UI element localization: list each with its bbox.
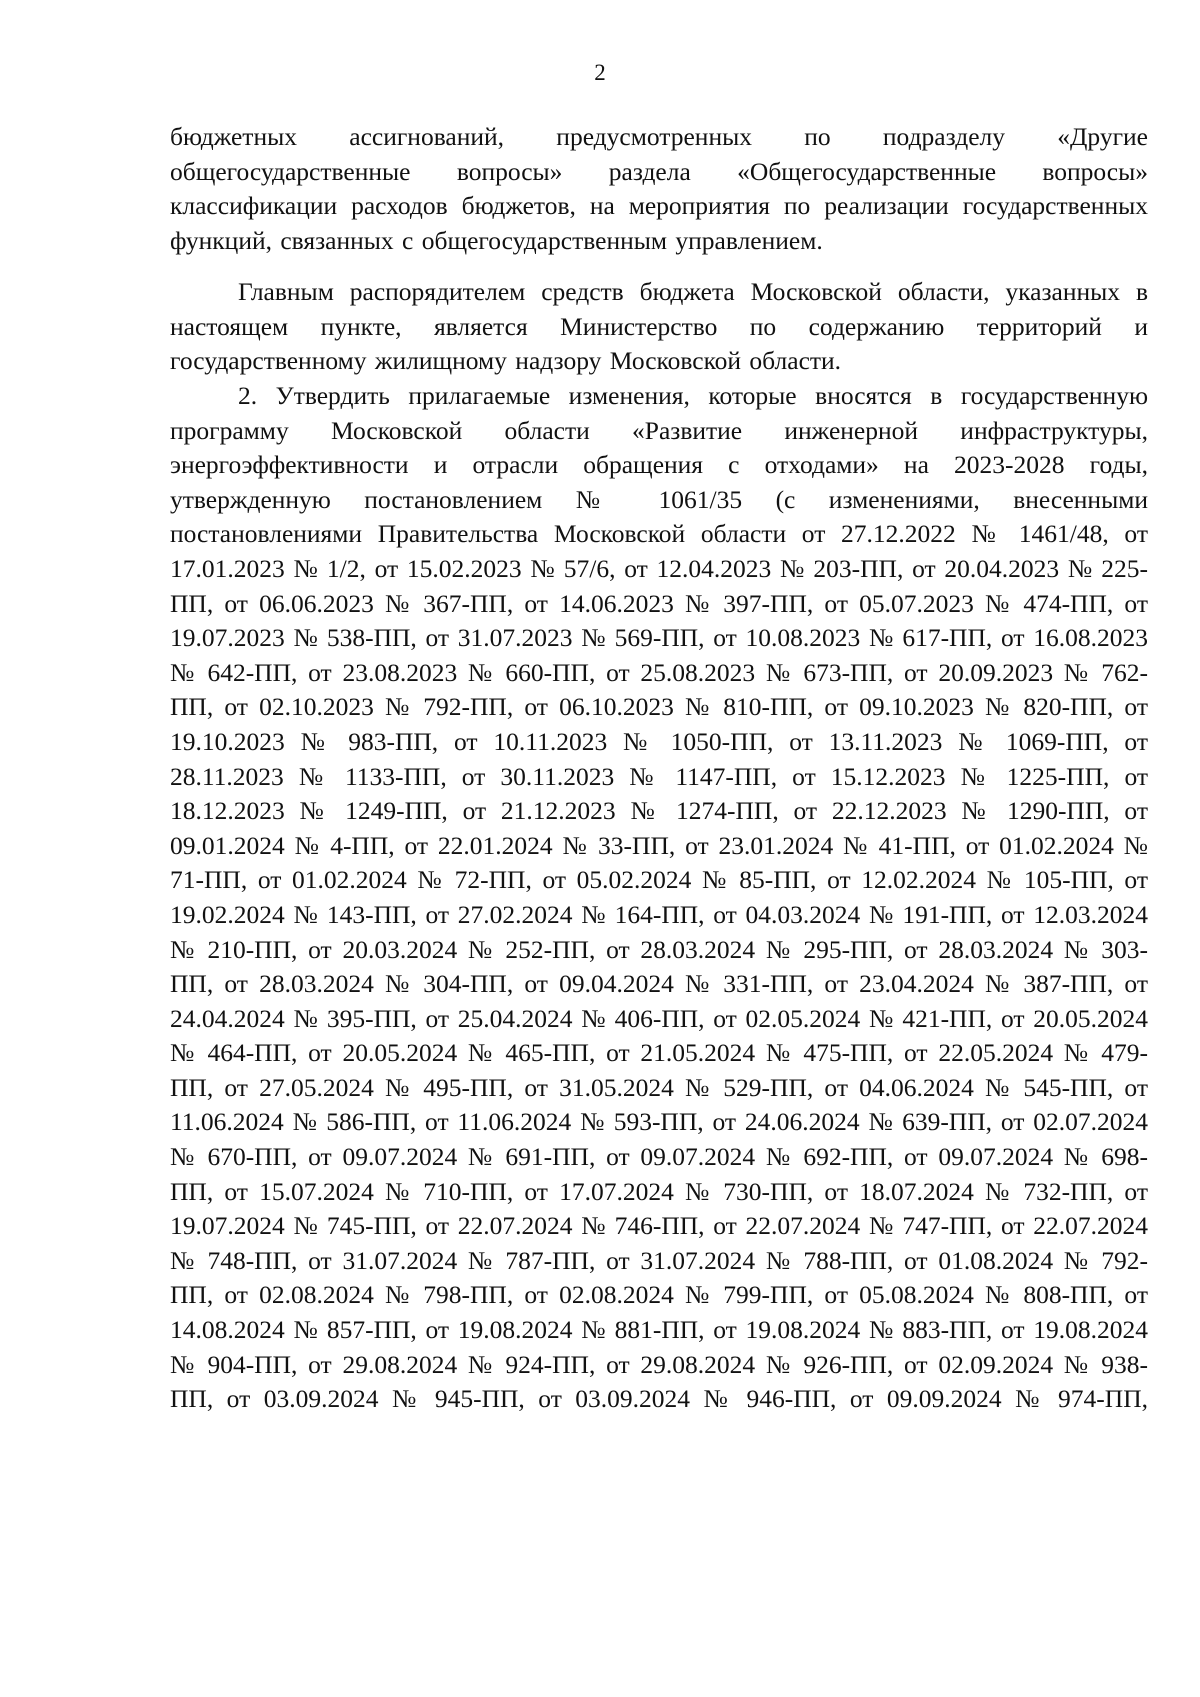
paragraph-approve-changes xyxy=(170,379,1148,1417)
paragraph-text: бюджетных ассигнований, предусмотренных по подразделу «Другие общегосударственные вопросы» раздела «Общегосударственные вопросы» классификации расходов бюджетов, на мероприятия по реализации государственных функций, связанных с общегосударственным управлением. xyxy=(170,122,1148,255)
paragraph-chief-administrator xyxy=(170,275,1148,379)
paragraph-text: 2. Утвердить прилагаемые изменения, которые вносятся в государственную программу Московской области «Развитие инженерной инфраструктуры, энергоэффективности и отрасли обращения с отходами» на 2023-2028 годы, утвержденную постановлением № 1061/35 (с изменениями, внесенными постановлениями Правительства Московской области от 27.12.2022 № 1461/48, от 17.01.2023 № 1/2, от 15.02.2023 № 57/6, от 12.04.2023 № 203-ПП, от 20.04.2023 № 225-ПП, от 06.06.2023 № 367-ПП, от 14.06.2023 № 397-ПП, от 05.07.2023 № 474-ПП, от 19.07.2023 № 538-ПП, от 31.07.2023 № 569-ПП, от 10.08.2023 № 617-ПП, от 16.08.2023 № 642-ПП, от 23.08.2023 № 660-ПП, от 25.08.2023 № 673-ПП, от 20.09.2023 № 762-ПП, от 02.10.2023 № 792-ПП, от 06.10.2023 № 810-ПП, от 09.10.2023 № 820-ПП, от 19.10.2023 № 983-ПП, от 10.11.2023 № 1050-ПП, от 13.11.2023 № 1069-ПП, от 28.11.2023 № 1133-ПП, от 30.11.2023 № 1147-ПП, от 15.12.2023 № 1225-ПП, от 18.12.2023 № 1249-ПП, от 21.12.2023 № 1274-ПП, от 22.12.2023 № 1290-ПП, от 09.01.2024 № 4-ПП, от 22.01.2024 № 33-ПП, от 23.01.2024 № 41-ПП, от 01.02.2024 № 71-ПП, от 01.02.2024 № 72-ПП, от 05.02.2024 № 85-ПП, от 12.02.2024 № 105-ПП, от 19.02.2024 № 143-ПП, от 27.02.2024 № 164-ПП, от 04.03.2024 № 191-ПП, от 12.03.2024 № 210-ПП, от 20.03.2024 № 252-ПП, от 28.03.2024 № 295-ПП, от 28.03.2024 № 303-ПП, от 28.03.2024 № 304-ПП, от 09.04.2024 № 331-ПП, от 23.04.2024 № 387-ПП, от 24.04.2024 № 395-ПП, от 25.04.2024 № 406-ПП, от 02.05.2024 № 421-ПП, от 20.05.2024 № 464-ПП, от 20.05.2024 № 465-ПП, от 21.05.2024 № 475-ПП, от 22.05.2024 № 479-ПП, от 27.05.2024 № 495-ПП, от 31.05.2024 № 529-ПП, от 04.06.2024 № 545-ПП, от 11.06.2024 № 586-ПП, от 11.06.2024 № 593-ПП, от 24.06.2024 № 639-ПП, от 02.07.2024 № 670-ПП, от 09.07.2024 № 691-ПП, от 09.07.2024 № 692-ПП, от 09.07.2024 № 698-ПП, от 15.07.2024 № 710-ПП, от 17.07.2024 № 730-ПП, от 18.07.2024 № 732-ПП, от 19.07.2024 № 745-ПП, от 22.07.2024 № 746-ПП, от 22.07.2024 № 747-ПП, от 22.07.2024 № 748-ПП, от 31.07.2024 № 787-ПП, от 31.07.2024 № 788-ПП, от 01.08.2024 № 792-ПП, от 02.08.2024 № 798-ПП, от 02.08.2024 № 799-ПП, от 05.08.2024 № 808-ПП, от 14.08.2024 № 857-ПП, от 19.08.2024 № 881-ПП, от 19.08.2024 № 883-ПП, от 19.08.2024 № 904-ПП, от 29.08.2024 № 924-ПП, от 29.08.2024 № 926-ПП, от 02.09.2024 № 938-ПП, от 03.09.2024 № 945-ПП, от 03.09.2024 № 946-ПП, от 09.09.2024 № 974-ПП, xyxy=(170,381,1148,1414)
page-number: 2 xyxy=(594,60,606,85)
paragraph-text: Главным распорядителем средств бюджета Московской области, указанных в настоящем пункте, является Министерство по содержанию территорий и государственному жилищному надзору Московской области. xyxy=(170,277,1148,376)
paragraph-continuation xyxy=(170,120,1148,258)
